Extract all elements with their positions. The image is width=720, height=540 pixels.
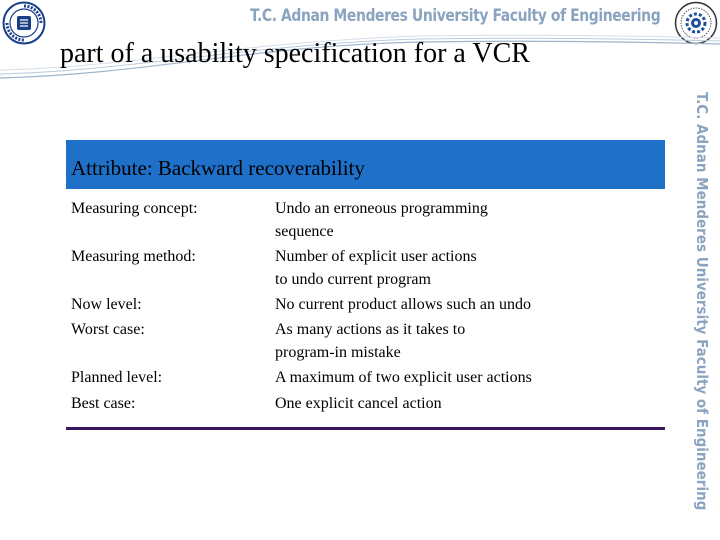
row-value: No current product allows such an undo (275, 296, 531, 313)
header-banner-text: T.C. Adnan Menderes University Faculty of Engineering (250, 6, 661, 26)
row-label: Best case: (71, 395, 136, 412)
attribute-bar (66, 140, 665, 189)
side-banner (693, 92, 720, 511)
row-value: sequence (275, 223, 334, 240)
row-value: A maximum of two explicit user actions (275, 369, 532, 386)
bottom-rule (66, 427, 665, 430)
row-value: One explicit cancel action (275, 395, 442, 412)
side-banner-text: T.C. Adnan Menderes University Faculty of Engineering (693, 92, 711, 511)
row-value: Undo an erroneous programming (275, 200, 488, 217)
row-label: Planned level: (71, 369, 163, 386)
row-label: Measuring method: (71, 248, 196, 265)
slide-title: part of a usability specification for a VCR (60, 38, 530, 69)
row-value: As many actions as it takes to (275, 321, 466, 338)
row-value: program-in mistake (275, 344, 401, 361)
row-label: Measuring concept: (71, 200, 198, 217)
row-label: Worst case: (71, 321, 145, 338)
row-label: Now level: (71, 296, 142, 313)
row-value: Number of explicit user actions (275, 248, 477, 265)
attribute-heading: Attribute: Backward recoverability (71, 156, 365, 180)
row-value: to undo current program (275, 271, 431, 288)
